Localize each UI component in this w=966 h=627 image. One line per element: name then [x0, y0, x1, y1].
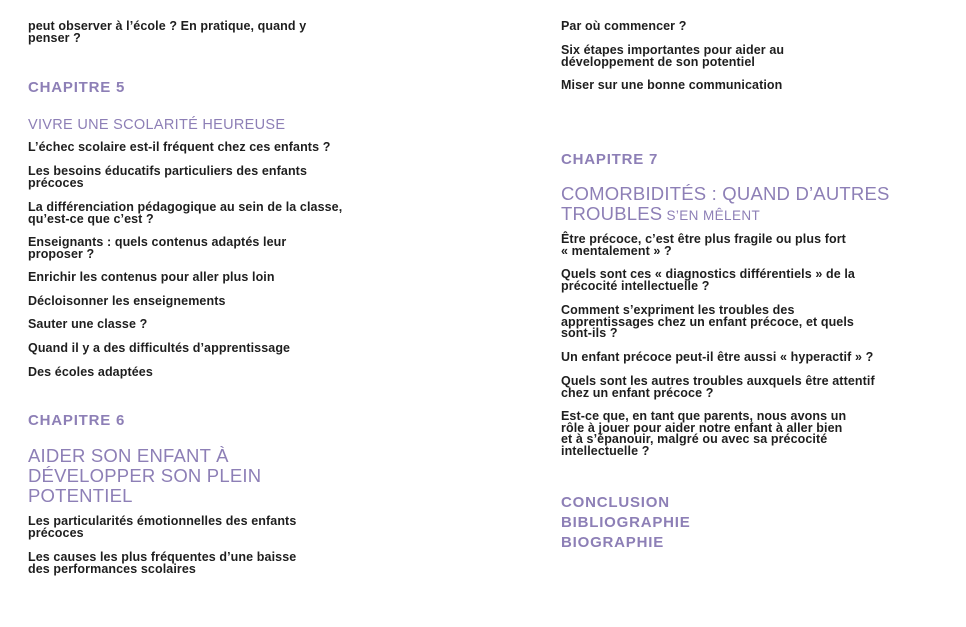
chapter-7-label[interactable]: CHAPITRE 7 — [561, 151, 659, 168]
toc-entry[interactable]: Quels sont ces « diagnostics différentiels » de la précocité intellectuelle ? — [561, 267, 855, 293]
chapter-7-title-sub: S’EN MÊLENT — [662, 208, 761, 223]
toc-entry[interactable]: Décloisonner les enseignements — [28, 294, 226, 308]
toc-entry[interactable]: Quand il y a des difficultés d’apprentissage — [28, 341, 291, 355]
chapter-7-title[interactable] — [561, 184, 890, 226]
toc-entry[interactable]: Enrichir les contenus pour aller plus loin — [28, 270, 275, 284]
toc-entry[interactable]: Les causes les plus fréquentes d’une baisse des performances scolaires — [28, 550, 297, 576]
chapter-7-title-main: COMORBIDITÉS : QUAND D’AUTRES TROUBLES — [561, 183, 890, 224]
toc-entry[interactable]: Être précoce, c’est être plus fragile ou plus fort « mentalement » ? — [561, 232, 846, 258]
toc-entry[interactable]: Par où commencer ? — [561, 19, 687, 33]
toc-entry[interactable]: Quels sont les autres troubles auxquels être attentif chez un enfant précoce ? — [561, 374, 875, 400]
chapter-5-label[interactable]: CHAPITRE 5 — [28, 79, 126, 96]
toc-entry[interactable]: Un enfant précoce peut-il être aussi « hyperactif » ? — [561, 350, 874, 364]
toc-entry[interactable]: Comment s’expriment les troubles des apprentissages chez un enfant précoce, et quels sont-ils ? — [561, 303, 854, 341]
toc-entry[interactable]: Sauter une classe ? — [28, 317, 148, 331]
toc-entry[interactable]: Est-ce que, en tant que parents, nous avons un rôle à jouer pour aider notre enfant à aller bien et à s’épanouir, malgré ou avec sa précocité intellectuelle ? — [561, 409, 847, 458]
toc-entry[interactable]: Les besoins éducatifs particuliers des enfants précoces — [28, 164, 307, 190]
chapter-6-title[interactable]: AIDER SON ENFANT À DÉVELOPPER SON PLEIN POTENTIEL — [28, 445, 262, 506]
biography-label[interactable]: BIOGRAPHIE — [561, 534, 665, 551]
chapter-5-title[interactable]: VIVRE UNE SCOLARITÉ HEUREUSE — [28, 117, 286, 133]
toc-entry[interactable]: Des écoles adaptées — [28, 365, 153, 379]
toc-entry[interactable]: La différenciation pédagogique au sein de la classe, qu’est-ce que c’est ? — [28, 200, 343, 226]
toc-entry[interactable]: Six étapes importantes pour aider au développement de son potentiel — [561, 43, 785, 69]
toc-entry[interactable]: peut observer à l’école ? En pratique, quand y penser ? — [28, 19, 307, 45]
toc-entry[interactable]: Enseignants : quels contenus adaptés leur proposer ? — [28, 235, 287, 261]
toc-entry[interactable]: Miser sur une bonne communication — [561, 78, 783, 92]
bibliography-label[interactable]: BIBLIOGRAPHIE — [561, 514, 691, 531]
conclusion-label[interactable]: CONCLUSION — [561, 494, 670, 511]
toc-entry[interactable]: L’échec scolaire est-il fréquent chez ces enfants ? — [28, 140, 331, 154]
chapter-6-label[interactable]: CHAPITRE 6 — [28, 412, 126, 429]
toc-entry[interactable]: Les particularités émotionnelles des enfants précoces — [28, 514, 297, 540]
